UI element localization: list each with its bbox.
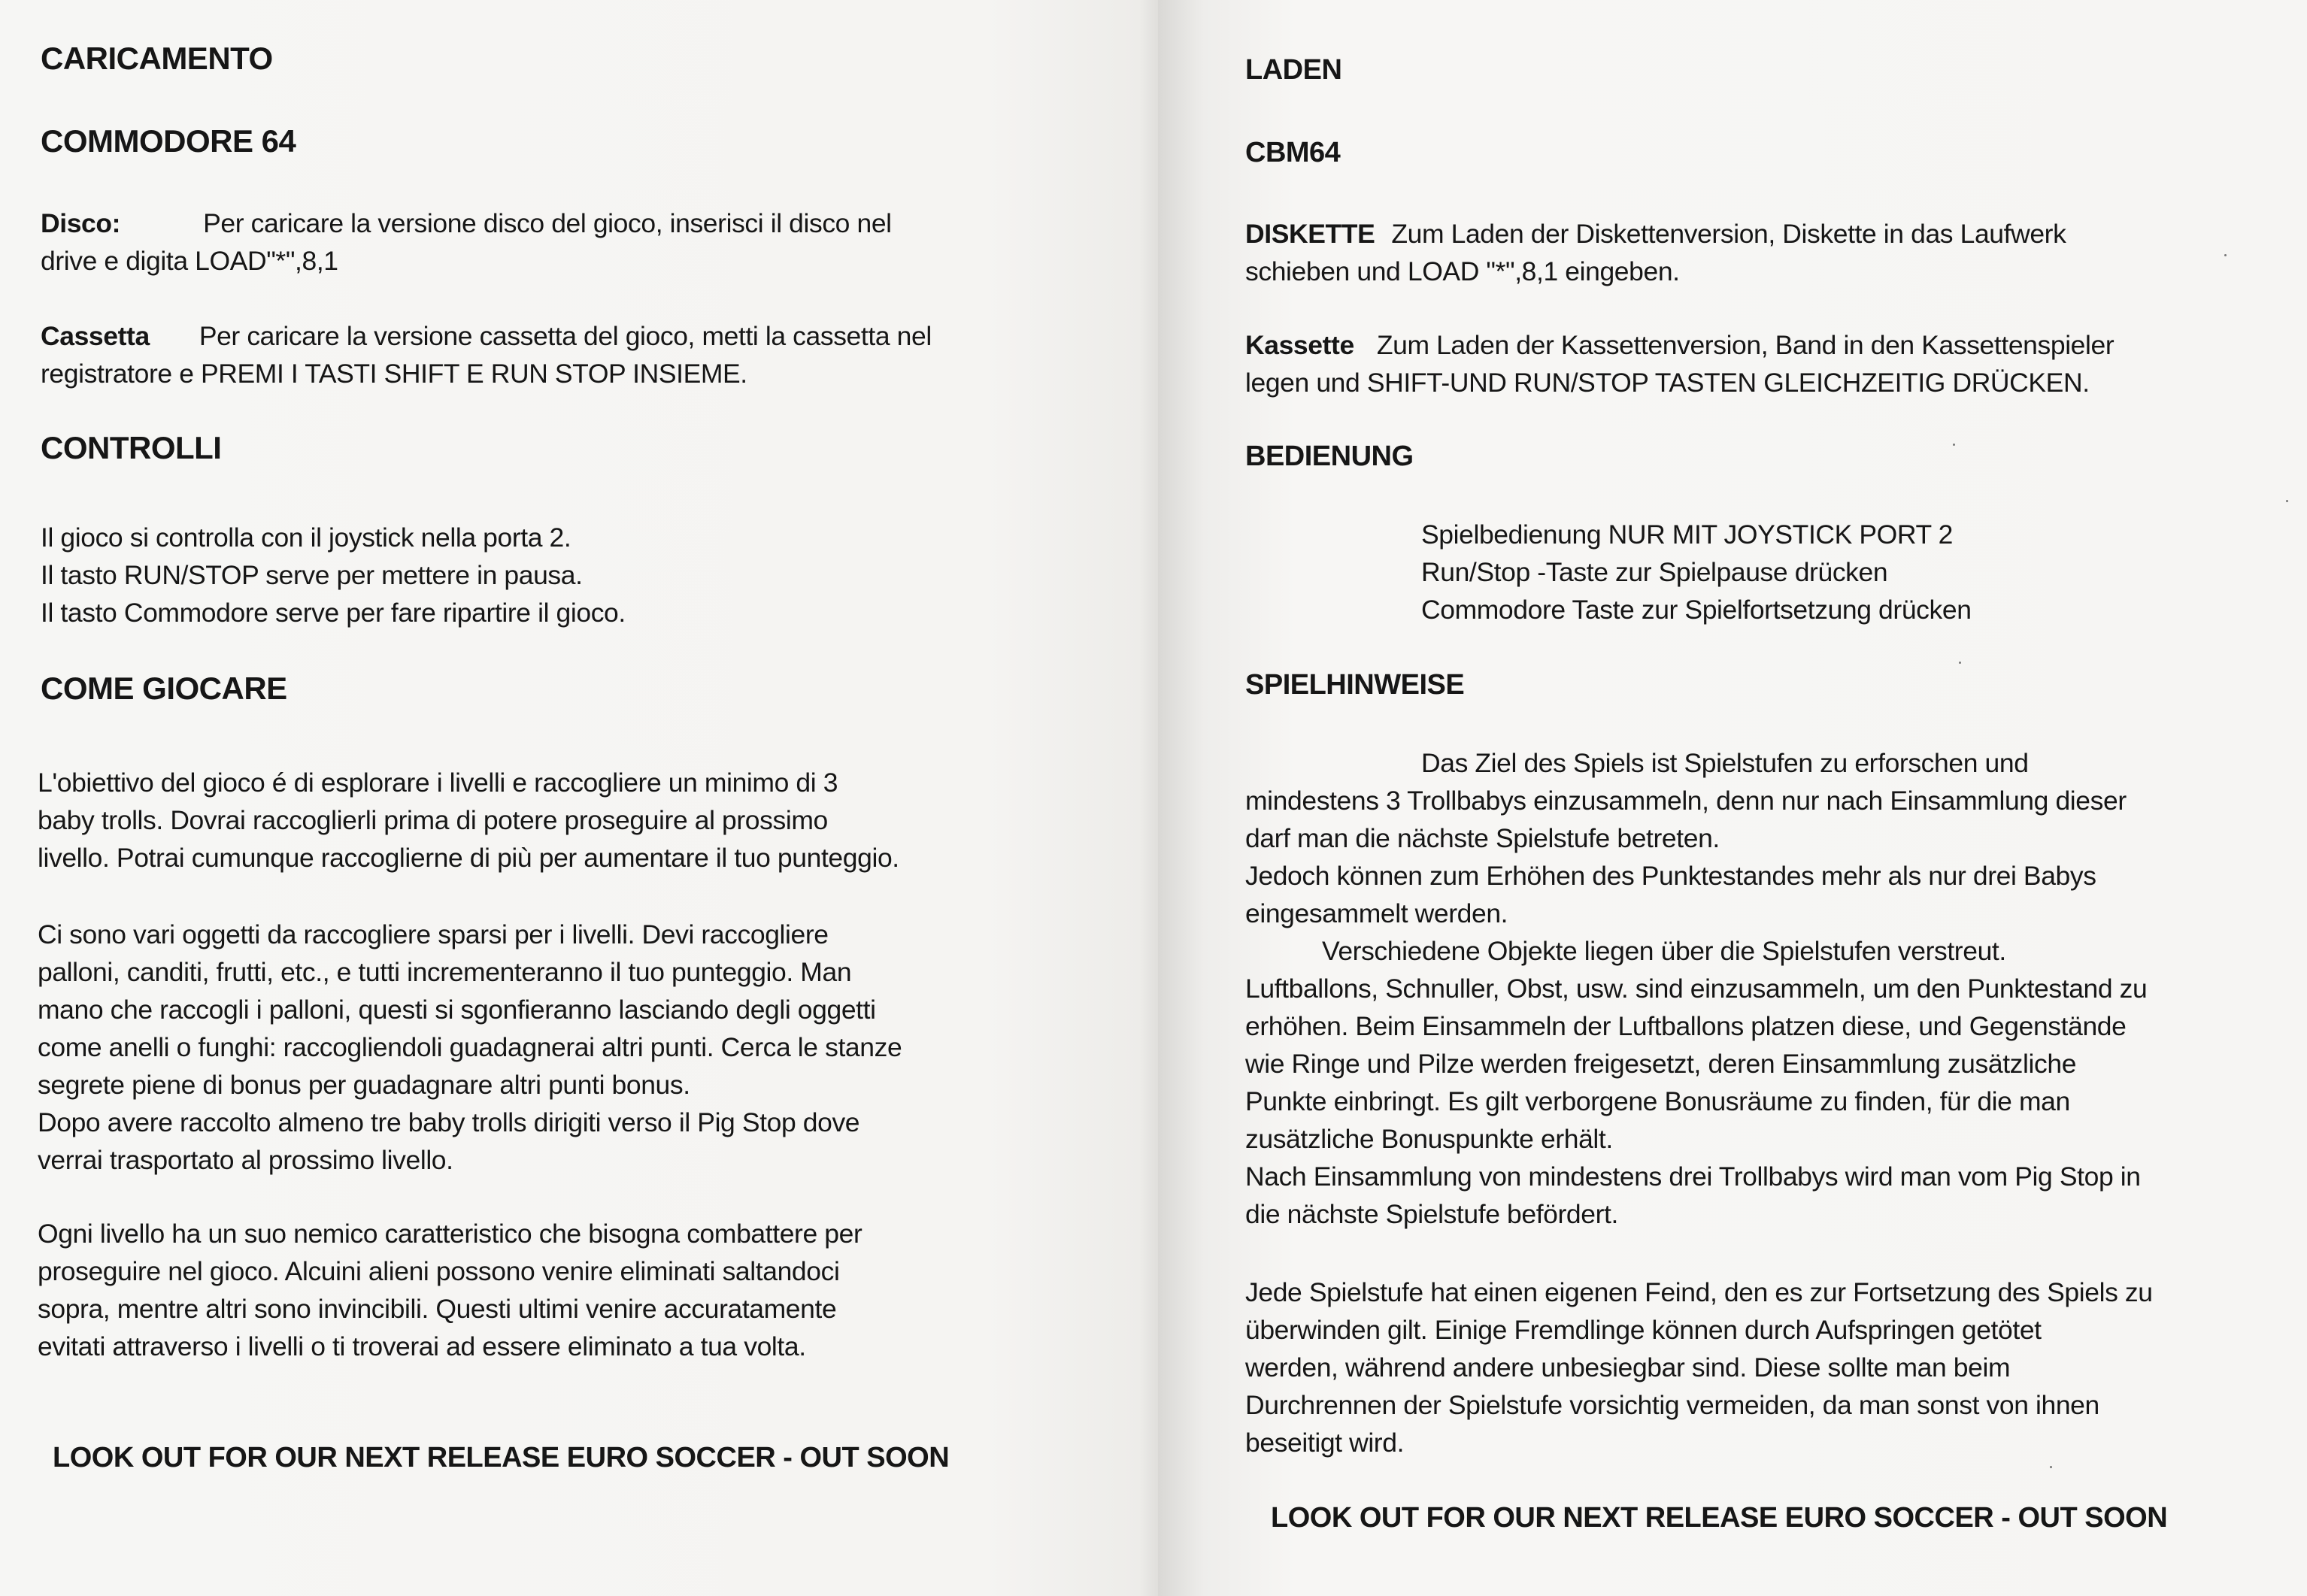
paragraph-line: erhöhen. Beim Einsammeln der Luftballons platzen diese, und Gegenstände xyxy=(1245,1011,2127,1041)
paragraph-line: Durchrennen der Spielstufe vorsichtig vermeiden, da man sonst von ihnen xyxy=(1245,1390,2099,1420)
paper-speck xyxy=(2050,1466,2052,1468)
bedienung-line-2: Run/Stop -Taste zur Spielpause drücken xyxy=(1421,557,1888,587)
paragraph-line: eingesammelt werden. xyxy=(1245,898,1508,928)
paragraph-line: darf man die nächste Spielstufe betreten. xyxy=(1245,823,1720,853)
footer-promo-left: LOOK OUT FOR OUR NEXT RELEASE EURO SOCCER - OUT SOON xyxy=(53,1442,950,1473)
paragraph-line: Jede Spielstufe hat einen eigenen Feind, den es zur Fortsetzung des Spiels zu xyxy=(1245,1277,2153,1307)
paragraph-line: Luftballons, Schnuller, Obst, usw. sind einzusammeln, um den Punktestand zu xyxy=(1245,974,2148,1004)
come-giocare-paragraph-2 xyxy=(38,916,902,1179)
paragraph-line: evitati attraverso i livelli o ti troverai ad essere eliminato a tua volta. xyxy=(38,1331,806,1361)
heading-bedienung: BEDIENUNG xyxy=(1245,441,1414,472)
heading-spielhinweise: SPIELHINWEISE xyxy=(1245,669,1465,701)
paragraph-line: Ci sono vari oggetti da raccogliere sparsi per i livelli. Devi raccogliere xyxy=(38,919,829,949)
paragraph-line: Punkte einbringt. Es gilt verborgene Bonusräume zu finden, für die man xyxy=(1245,1086,2070,1116)
disco-line-1: Per caricare la versione disco del gioco, inserisci il disco nel xyxy=(203,208,892,238)
come-giocare-paragraph-3 xyxy=(38,1215,862,1365)
paragraph-line: verrai trasportato al prossimo livello. xyxy=(38,1145,453,1175)
controlli-line-2: Il tasto RUN/STOP serve per mettere in pausa. xyxy=(41,560,583,590)
diskette-line-1: Zum Laden der Diskettenversion, Diskette in das Laufwerk xyxy=(1391,219,2066,249)
paragraph-line: livello. Potrai cumunque raccoglierne di più per aumentare il tuo punteggio. xyxy=(38,843,899,873)
kassette-line-2: legen und SHIFT-UND RUN/STOP TASTEN GLEICHZEITIG DRÜCKEN. xyxy=(1245,368,2090,398)
heading-controlli: CONTROLLI xyxy=(41,430,222,465)
section-disco xyxy=(41,204,892,280)
kassette-line-1: Zum Laden der Kassettenversion, Band in den Kassettenspieler xyxy=(1376,330,2114,360)
section-cassetta xyxy=(41,317,932,392)
heading-laden: LADEN xyxy=(1245,54,1342,86)
footer-promo-right: LOOK OUT FOR OUR NEXT RELEASE EURO SOCCER - OUT SOON xyxy=(1271,1502,2168,1534)
paragraph-line: werden, während andere unbesiegbar sind. Diese sollte man beim xyxy=(1245,1352,2011,1382)
heading-caricamento: CARICAMENTO xyxy=(41,41,273,76)
paragraph-line: Jedoch können zum Erhöhen des Punktestandes mehr als nur drei Babys xyxy=(1245,861,2096,891)
section-kassette xyxy=(1245,326,2114,401)
paragraph-line: baby trolls. Dovrai raccoglierli prima di potere proseguire al prossimo xyxy=(38,805,828,835)
paragraph-line: Ogni livello ha un suo nemico caratteristico che bisogna combattere per xyxy=(38,1219,862,1249)
bedienung-line-3: Commodore Taste zur Spielfortsetzung drücken xyxy=(1421,595,1972,625)
controlli-text xyxy=(41,519,626,631)
paragraph-line: come anelli o funghi: raccogliendoli guadagnerai altri punti. Cerca le stanze xyxy=(38,1032,902,1062)
paragraph-line: Das Ziel des Spiels ist Spielstufen zu erforschen und xyxy=(1421,748,2029,778)
paragraph-line: Verschiedene Objekte liegen über die Spielstufen verstreut. xyxy=(1322,936,2006,966)
paragraph-line: Dopo avere raccolto almeno tre baby trolls dirigiti verso il Pig Stop dove xyxy=(38,1107,860,1137)
section-diskette xyxy=(1245,215,2066,290)
paragraph-line: sopra, mentre altri sono invincibili. Questi ultimi venire accuratamente xyxy=(38,1294,837,1324)
bedienung-line-1: Spielbedienung NUR MIT JOYSTICK PORT 2 xyxy=(1421,519,1953,550)
paragraph-line: die nächste Spielstufe befördert. xyxy=(1245,1199,1618,1229)
cassetta-line-1: Per caricare la versione cassetta del gioco, metti la cassetta nel xyxy=(199,321,932,351)
disco-line-2: drive e digita LOAD"*",8,1 xyxy=(41,246,338,276)
paragraph-line: Nach Einsammlung von mindestens drei Trollbabys wird man vom Pig Stop in xyxy=(1245,1161,2141,1192)
spielhinweise-paragraph-2 xyxy=(1245,932,2147,1233)
heading-cbm64: CBM64 xyxy=(1245,137,1341,168)
spielhinweise-paragraph-3 xyxy=(1245,1273,2153,1461)
diskette-line-2: schieben und LOAD "*",8,1 eingeben. xyxy=(1245,256,1680,286)
paragraph-line: proseguire nel gioco. Alcuini alieni possono venire eliminati saltandoci xyxy=(38,1256,840,1286)
paragraph-line: überwinden gilt. Einige Fremdlinge können durch Aufspringen getötet xyxy=(1245,1315,2042,1345)
controlli-line-3: Il tasto Commodore serve per fare ripartire il gioco. xyxy=(41,598,626,628)
paragraph-line: mindestens 3 Trollbabys einzusammeln, denn nur nach Einsammlung dieser xyxy=(1245,786,2127,816)
spielhinweise-paragraph-1 xyxy=(1245,744,2127,932)
diskette-label: DISKETTE xyxy=(1245,219,1375,249)
cassetta-line-2: registratore e PREMI I TASTI SHIFT E RUN STOP INSIEME. xyxy=(41,359,747,389)
paragraph-line: segrete piene di bonus per guadagnare altri punti bonus. xyxy=(38,1070,690,1100)
paragraph-line: mano che raccogli i palloni, questi si sgonfieranno lasciando degli oggetti xyxy=(38,995,876,1025)
kassette-label: Kassette xyxy=(1245,330,1354,360)
paragraph-line: wie Ringe und Pilze werden freigesetzt, deren Einsammlung zusätzliche xyxy=(1245,1049,2077,1079)
page-right-german xyxy=(1158,0,2307,1596)
paragraph-line: L'obiettivo del gioco é di esplorare i livelli e raccogliere un minimo di 3 xyxy=(38,768,838,798)
heading-come-giocare: COME GIOCARE xyxy=(41,671,287,706)
controlli-line-1: Il gioco si controlla con il joystick nella porta 2. xyxy=(41,522,571,553)
paper-speck xyxy=(1959,662,1961,664)
paragraph-line: zusätzliche Bonuspunkte erhält. xyxy=(1245,1124,1613,1154)
heading-commodore-64: COMMODORE 64 xyxy=(41,123,296,159)
paper-speck xyxy=(2224,254,2227,256)
paper-speck xyxy=(1953,444,1955,446)
cassetta-label: Cassetta xyxy=(41,321,150,351)
paper-speck xyxy=(2286,500,2288,502)
bedienung-text xyxy=(1421,516,1972,628)
come-giocare-paragraph-1 xyxy=(38,764,899,877)
paragraph-line: beseitigt wird. xyxy=(1245,1428,1405,1458)
disco-label: Disco: xyxy=(41,208,121,238)
paragraph-line: palloni, canditi, frutti, etc., e tutti incrementeranno il tuo punteggio. Man xyxy=(38,957,852,987)
